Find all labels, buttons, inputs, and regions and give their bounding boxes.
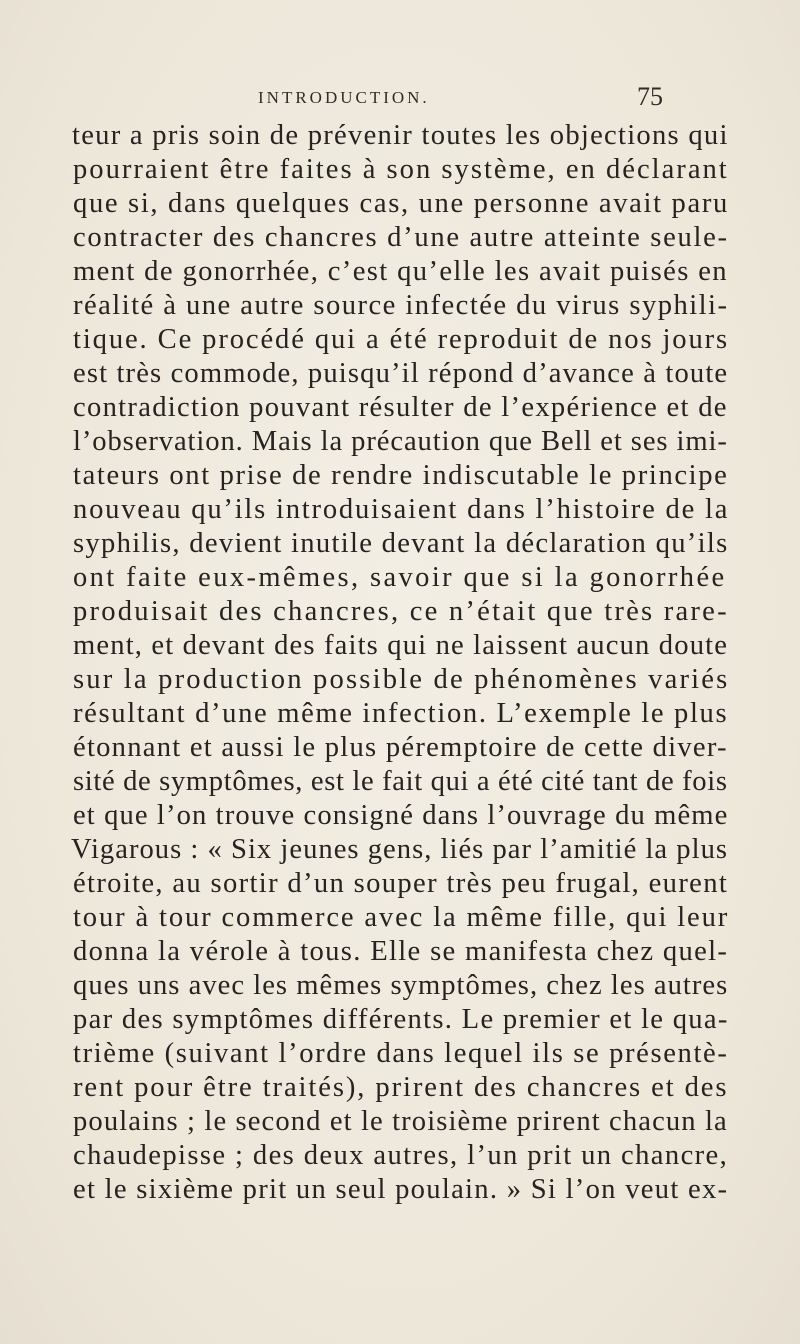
text-line: donna la vérole à tous. Elle se manifesta chez quel- xyxy=(73,936,729,967)
running-head xyxy=(0,84,800,114)
running-title: INTRODUCTION. xyxy=(258,88,430,107)
text-line: par des symptômes différents. Le premier et le qua- xyxy=(73,1004,729,1035)
text-line: tique. Ce procédé qui a été reproduit de nos jours xyxy=(73,324,730,355)
text-line: ment de gonorrhée, c’est qu’elle les avait puisés en xyxy=(73,256,728,287)
text-line: pourraient être faites à son système, en déclarant xyxy=(73,154,729,185)
text-line: contracter des chancres d’une autre atteinte seule- xyxy=(73,222,729,253)
text-line: produisait des chancres, ce n’était que très rare- xyxy=(73,596,729,627)
text-line: réalité à une autre source infectée du virus syphili- xyxy=(73,290,729,321)
text-line: trième (suivant l’ordre dans lequel ils se présentè- xyxy=(73,1038,729,1069)
text-line: que si, dans quelques cas, une personne avait paru xyxy=(73,188,729,219)
text-line: et le sixième prit un seul poulain. » Si l’on veut ex- xyxy=(73,1174,729,1205)
text-line: sur la production possible de phénomènes variés xyxy=(73,664,730,695)
page-number: 75 xyxy=(637,82,663,111)
text-line: teur a pris soin de prévenir toutes les objections qui xyxy=(72,120,729,151)
text-line: rent pour être traités), prirent des chancres et des xyxy=(73,1072,729,1103)
text-line: l’observation. Mais la précaution que Bell et ses imi- xyxy=(73,426,728,457)
text-line: ont faite eux-mêmes, savoir que si la gonorrhée xyxy=(73,562,727,593)
text-line: syphilis, devient inutile devant la déclaration qu’ils xyxy=(73,528,729,559)
text-line: poulains ; le second et le troisième prirent chacun la xyxy=(73,1106,728,1137)
text-line: tateurs ont prise de rendre indiscutable le principe xyxy=(73,460,729,491)
text-line: résultant d’une même infection. L’exemple le plus xyxy=(73,698,729,729)
text-line: contradiction pouvant résulter de l’expérience et de xyxy=(73,392,728,423)
text-line: ment, et devant des faits qui ne laissent aucun doute xyxy=(73,630,729,661)
text-line: étroite, au sortir d’un souper très peu frugal, eurent xyxy=(73,868,729,899)
text-line: ques uns avec les mêmes symptômes, chez les autres xyxy=(73,970,729,1001)
text-line: chaudepisse ; des deux autres, l’un prit un chancre, xyxy=(73,1140,729,1171)
text-line: est très commode, puisqu’il répond d’avance à toute xyxy=(73,358,729,389)
text-line: tour à tour commerce avec la même fille, qui leur xyxy=(73,902,730,933)
text-line: étonnant et aussi le plus péremptoire de cette diver- xyxy=(73,732,728,763)
text-line: et que l’on trouve consigné dans l’ouvrage du même xyxy=(73,800,729,831)
text-line: Vigarous : « Six jeunes gens, liés par l’amitié la plus xyxy=(71,834,729,865)
text-line: nouveau qu’ils introduisaient dans l’histoire de la xyxy=(73,494,730,525)
text-line: sité de symptômes, est le fait qui a été cité tant de fois xyxy=(73,766,728,797)
